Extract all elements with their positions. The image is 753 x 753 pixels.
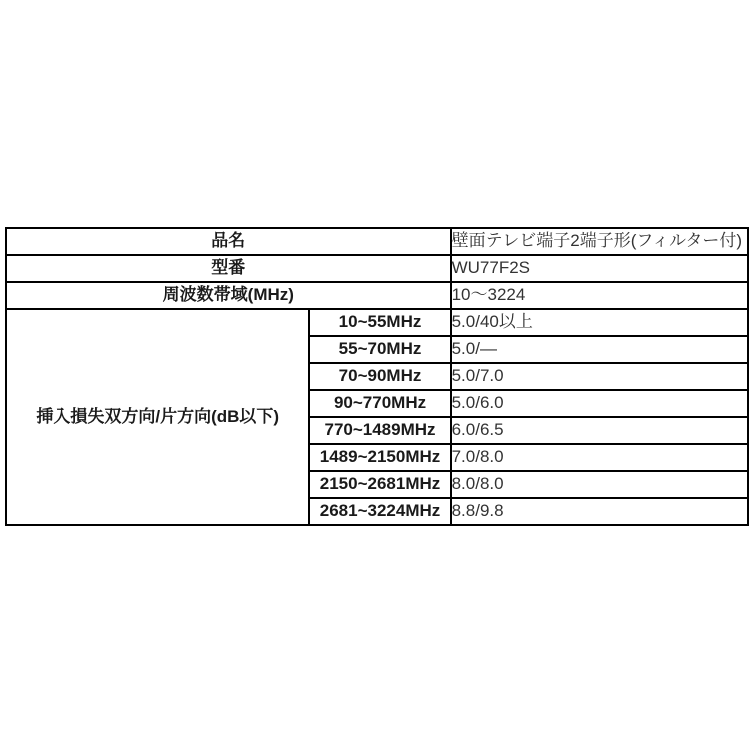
spec-label-insertion-loss: 挿入損失双方向/片方向(dB以下) bbox=[6, 309, 309, 525]
band-label: 2150~2681MHz bbox=[309, 471, 450, 498]
spec-value-frequency-range: 10〜3224 bbox=[451, 282, 748, 309]
band-label: 1489~2150MHz bbox=[309, 444, 450, 471]
band-label: 55~70MHz bbox=[309, 336, 450, 363]
band-value: 5.0/— bbox=[451, 336, 748, 363]
band-value: 5.0/7.0 bbox=[451, 363, 748, 390]
spec-label-model-number: 型番 bbox=[6, 255, 451, 282]
band-value: 7.0/8.0 bbox=[451, 444, 748, 471]
table-row bbox=[6, 282, 748, 309]
table-row bbox=[6, 228, 748, 255]
band-value: 5.0/6.0 bbox=[451, 390, 748, 417]
band-value: 8.8/9.8 bbox=[451, 498, 748, 525]
band-value: 5.0/40以上 bbox=[451, 309, 748, 336]
band-label: 90~770MHz bbox=[309, 390, 450, 417]
table-row bbox=[6, 255, 748, 282]
spec-label-product-name: 品名 bbox=[6, 228, 451, 255]
spec-label-frequency-range: 周波数帯域(MHz) bbox=[6, 282, 451, 309]
product-spec-table bbox=[5, 227, 749, 526]
band-label: 10~55MHz bbox=[309, 309, 450, 336]
band-value: 8.0/8.0 bbox=[451, 471, 748, 498]
table-row bbox=[6, 309, 748, 336]
band-label: 70~90MHz bbox=[309, 363, 450, 390]
band-value: 6.0/6.5 bbox=[451, 417, 748, 444]
band-label: 770~1489MHz bbox=[309, 417, 450, 444]
spec-value-product-name: 壁面テレビ端子2端子形(フィルター付) bbox=[451, 228, 748, 255]
spec-value-model-number: WU77F2S bbox=[451, 255, 748, 282]
band-label: 2681~3224MHz bbox=[309, 498, 450, 525]
